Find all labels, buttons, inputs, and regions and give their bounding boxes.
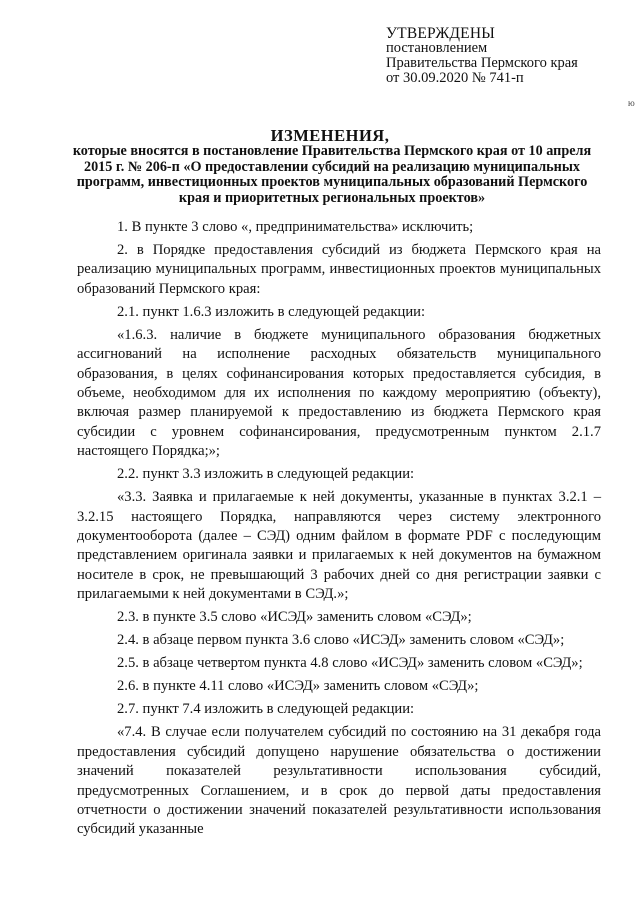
paragraph: «3.3. Заявка и прилагаемые к ней документы, указанные в пунктах 3.2.1 – 3.2.15 настоящего Порядка, направляются через систему электронного документооборота (далее – СЭД) одним файлом в формате PDF с последующим представлением оригинала заявки и прилагаемых к ней документов на бумажном носителе в срок, не превышающий 3 рабочих дней со дня регистрации заявки с прилагаемыми к ней документами в СЭД.»; [77, 489, 601, 603]
paragraph: 2.3. в пункте 3.5 слово «ИСЭД» заменить словом «СЭД»; [117, 609, 472, 626]
paragraph: 2.4. в абзаце первом пункта 3.6 слово «ИСЭД» заменить словом «СЭД»; [117, 632, 565, 649]
paragraph: 2.6. в пункте 4.11 слово «ИСЭД» заменить словом «СЭД»; [117, 678, 479, 695]
approval-line-2: Правительства Пермского края [386, 55, 578, 71]
approval-line-1: постановлением [386, 40, 488, 56]
document-body [77, 218, 601, 843]
approval-stamp [386, 26, 578, 86]
paragraph: 2. в Порядке предоставления субсидий из бюджета Пермского края на реализацию муниципальных программ, инвестиционных проектов муниципальных образований Пермского края: [77, 242, 601, 297]
document-subtitle: которые вносятся в постановление Правительства Пермского края от 10 апреля 2015 г. № 206-п «О предоставлении субсидий на реализацию муниципальных программ, инвестиционных проектов муниципальных образований Пермского края и приоритетных региональных проектов» [72, 143, 592, 206]
paragraph: «7.4. В случае если получателем субсидий по состоянию на 31 декабря года предоставления субсидий допущено нарушение обязательства о достижении значений показателей результативности использования субсидий, предусмотренных Соглашением, и в срок до первой даты предоставления отчетности о достижении значений показателей результативности использования субсидий указанные [77, 724, 601, 838]
paragraph: «1.6.3. наличие в бюджете муниципального образования бюджетных ассигнований на исполнение расходных обязательств муниципального образования, в целях софинансирования которых предоставляется субсидия, в объеме, необходимом для их исполнения по каждому мероприятию (объекту), включая размер планируемой к предоставлению из бюджета Пермского края субсидии с уровнем софинансирования, предусмотренным пунктом 2.1.7 настоящего Порядка;»; [77, 326, 601, 460]
paragraph: 2.7. пункт 7.4 изложить в следующей редакции: [117, 701, 415, 718]
paragraph: 1. В пункте 3 слово «, предпринимательства» исключить; [117, 219, 474, 235]
approval-heading: УТВЕРЖДЕНЫ [386, 25, 495, 42]
paragraph: 2.1. пункт 1.6.3 изложить в следующей редакции: [117, 303, 426, 320]
document-title: ИЗМЕНЕНИЯ, [270, 126, 390, 145]
margin-mark: ю [628, 98, 635, 108]
approval-line-3: от 30.09.2020 № 741-п [386, 70, 524, 86]
paragraph: 2.2. пункт 3.3 изложить в следующей редакции: [117, 466, 415, 483]
paragraph: 2.5. в абзаце четвертом пункта 4.8 слово «ИСЭД» заменить словом «СЭД»; [117, 655, 583, 672]
